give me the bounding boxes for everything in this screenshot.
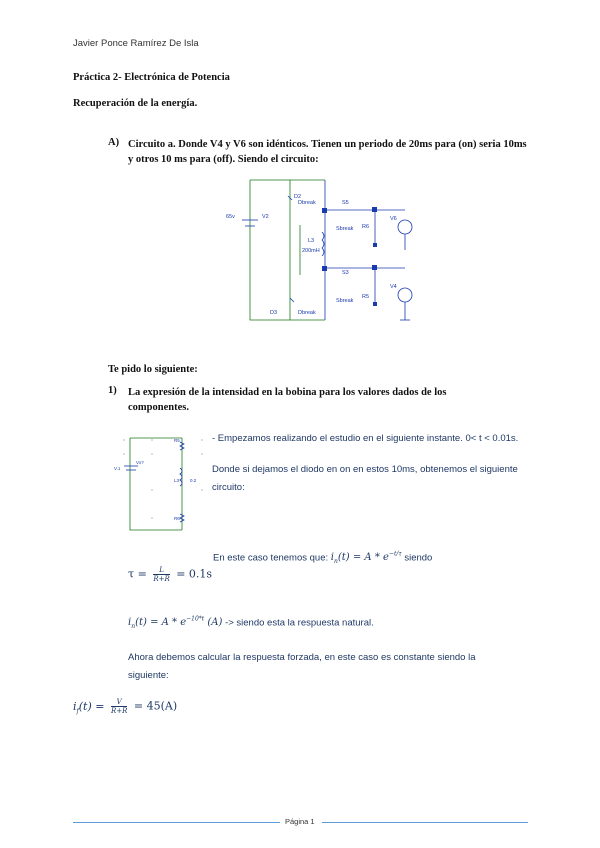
circuit-label: D2 (294, 194, 302, 200)
header-author: Javier Ponce Ramírez De Isla (73, 38, 199, 49)
circuit-label: V2 (262, 214, 269, 220)
section-a-text: Circuito a. Donde V4 y V6 son idénticos. Tienen un periodo de 20ms para (on) seria 10ms y otros 10 ms para (off). Siendo el circuito: (128, 139, 527, 165)
request-1-marker: 1) (108, 385, 117, 396)
circuit-label: V4 (390, 284, 397, 290)
footer-divider-left (73, 822, 280, 823)
natural-response: $i_n(t) = A * e^{-10*t}$ (A) -> siendo esta la respuesta natural. (128, 616, 374, 631)
circuit-label: L3 (174, 478, 180, 483)
circuit-label: Sbreak (336, 298, 354, 304)
p3-suffix: siendo (404, 552, 433, 564)
circuit-label: R5 (362, 294, 370, 300)
requests-heading: Te pido lo siguiente: (108, 364, 198, 375)
analysis-paragraph-1: - Empezamos realizando el estudio en el siguiente instante. 0< t < 0.01s. (212, 433, 519, 444)
circuit-label: Sbreak (336, 226, 354, 232)
circuit-label: Dbreak (298, 200, 316, 206)
footer-divider-right (322, 822, 528, 823)
section-a-marker: A) (108, 137, 120, 148)
forced-result: = 45(A) (133, 699, 178, 713)
forced-response: $i_f(t)$ = $\frac{V}{R+R}$ = 45(A) (73, 698, 178, 715)
analysis-paragraph-2: Donde si dejamos el diodo en on en estos 10ms, obtenemos el siguiente circuito: (212, 464, 518, 493)
circuit-label: 200mH (302, 248, 320, 254)
circuit-label: R5 (174, 438, 180, 443)
circuit-label: S5 (342, 200, 349, 206)
p3-prefix: En este caso tenemos que: (213, 552, 329, 564)
document-title: Práctica 2- Electrónica de Potencia (73, 72, 230, 83)
circuit-label: D3 (270, 310, 278, 316)
circuit-label: Dbreak (298, 310, 316, 316)
page-number: Página 1 (285, 817, 315, 826)
natural-suffix: -> siendo esta la respuesta natural. (225, 617, 374, 629)
circuit-diagram-2 (112, 430, 207, 535)
analysis-paragraph-5: Ahora debemos calcular la respuesta forzada, en este caso es constante siendo la siguiente: (128, 652, 476, 681)
circuit-label: V.1 (114, 466, 121, 471)
request-1-text: La expresión de la intensidad en la bobina para los valores dados de los componentes. (128, 387, 447, 413)
circuit-label: R6 (174, 516, 180, 521)
circuit-label: L3 (308, 238, 315, 244)
tau-result: = 0.1s (176, 567, 213, 581)
tau-numerator: L (153, 566, 169, 575)
document-subtitle: Recuperación de la energía. (73, 98, 198, 109)
tau-lhs: τ = (128, 567, 147, 581)
circuit-label: 65v (226, 214, 235, 220)
analysis-paragraph-3: En este caso tenemos que: $i_n(t) = A * e^{-t/\tau}$ siendo (213, 551, 433, 566)
circuit-label: 0.2 (190, 478, 197, 483)
circuit-diagram-1 (220, 170, 425, 330)
tau-equation (128, 566, 212, 583)
tau-denominator: R+R (153, 575, 170, 583)
circuit-label: S3 (342, 270, 349, 276)
circuit-label: Vx? (136, 460, 144, 465)
circuit-label: V6 (390, 216, 397, 222)
circuit-label: R6 (362, 224, 370, 230)
